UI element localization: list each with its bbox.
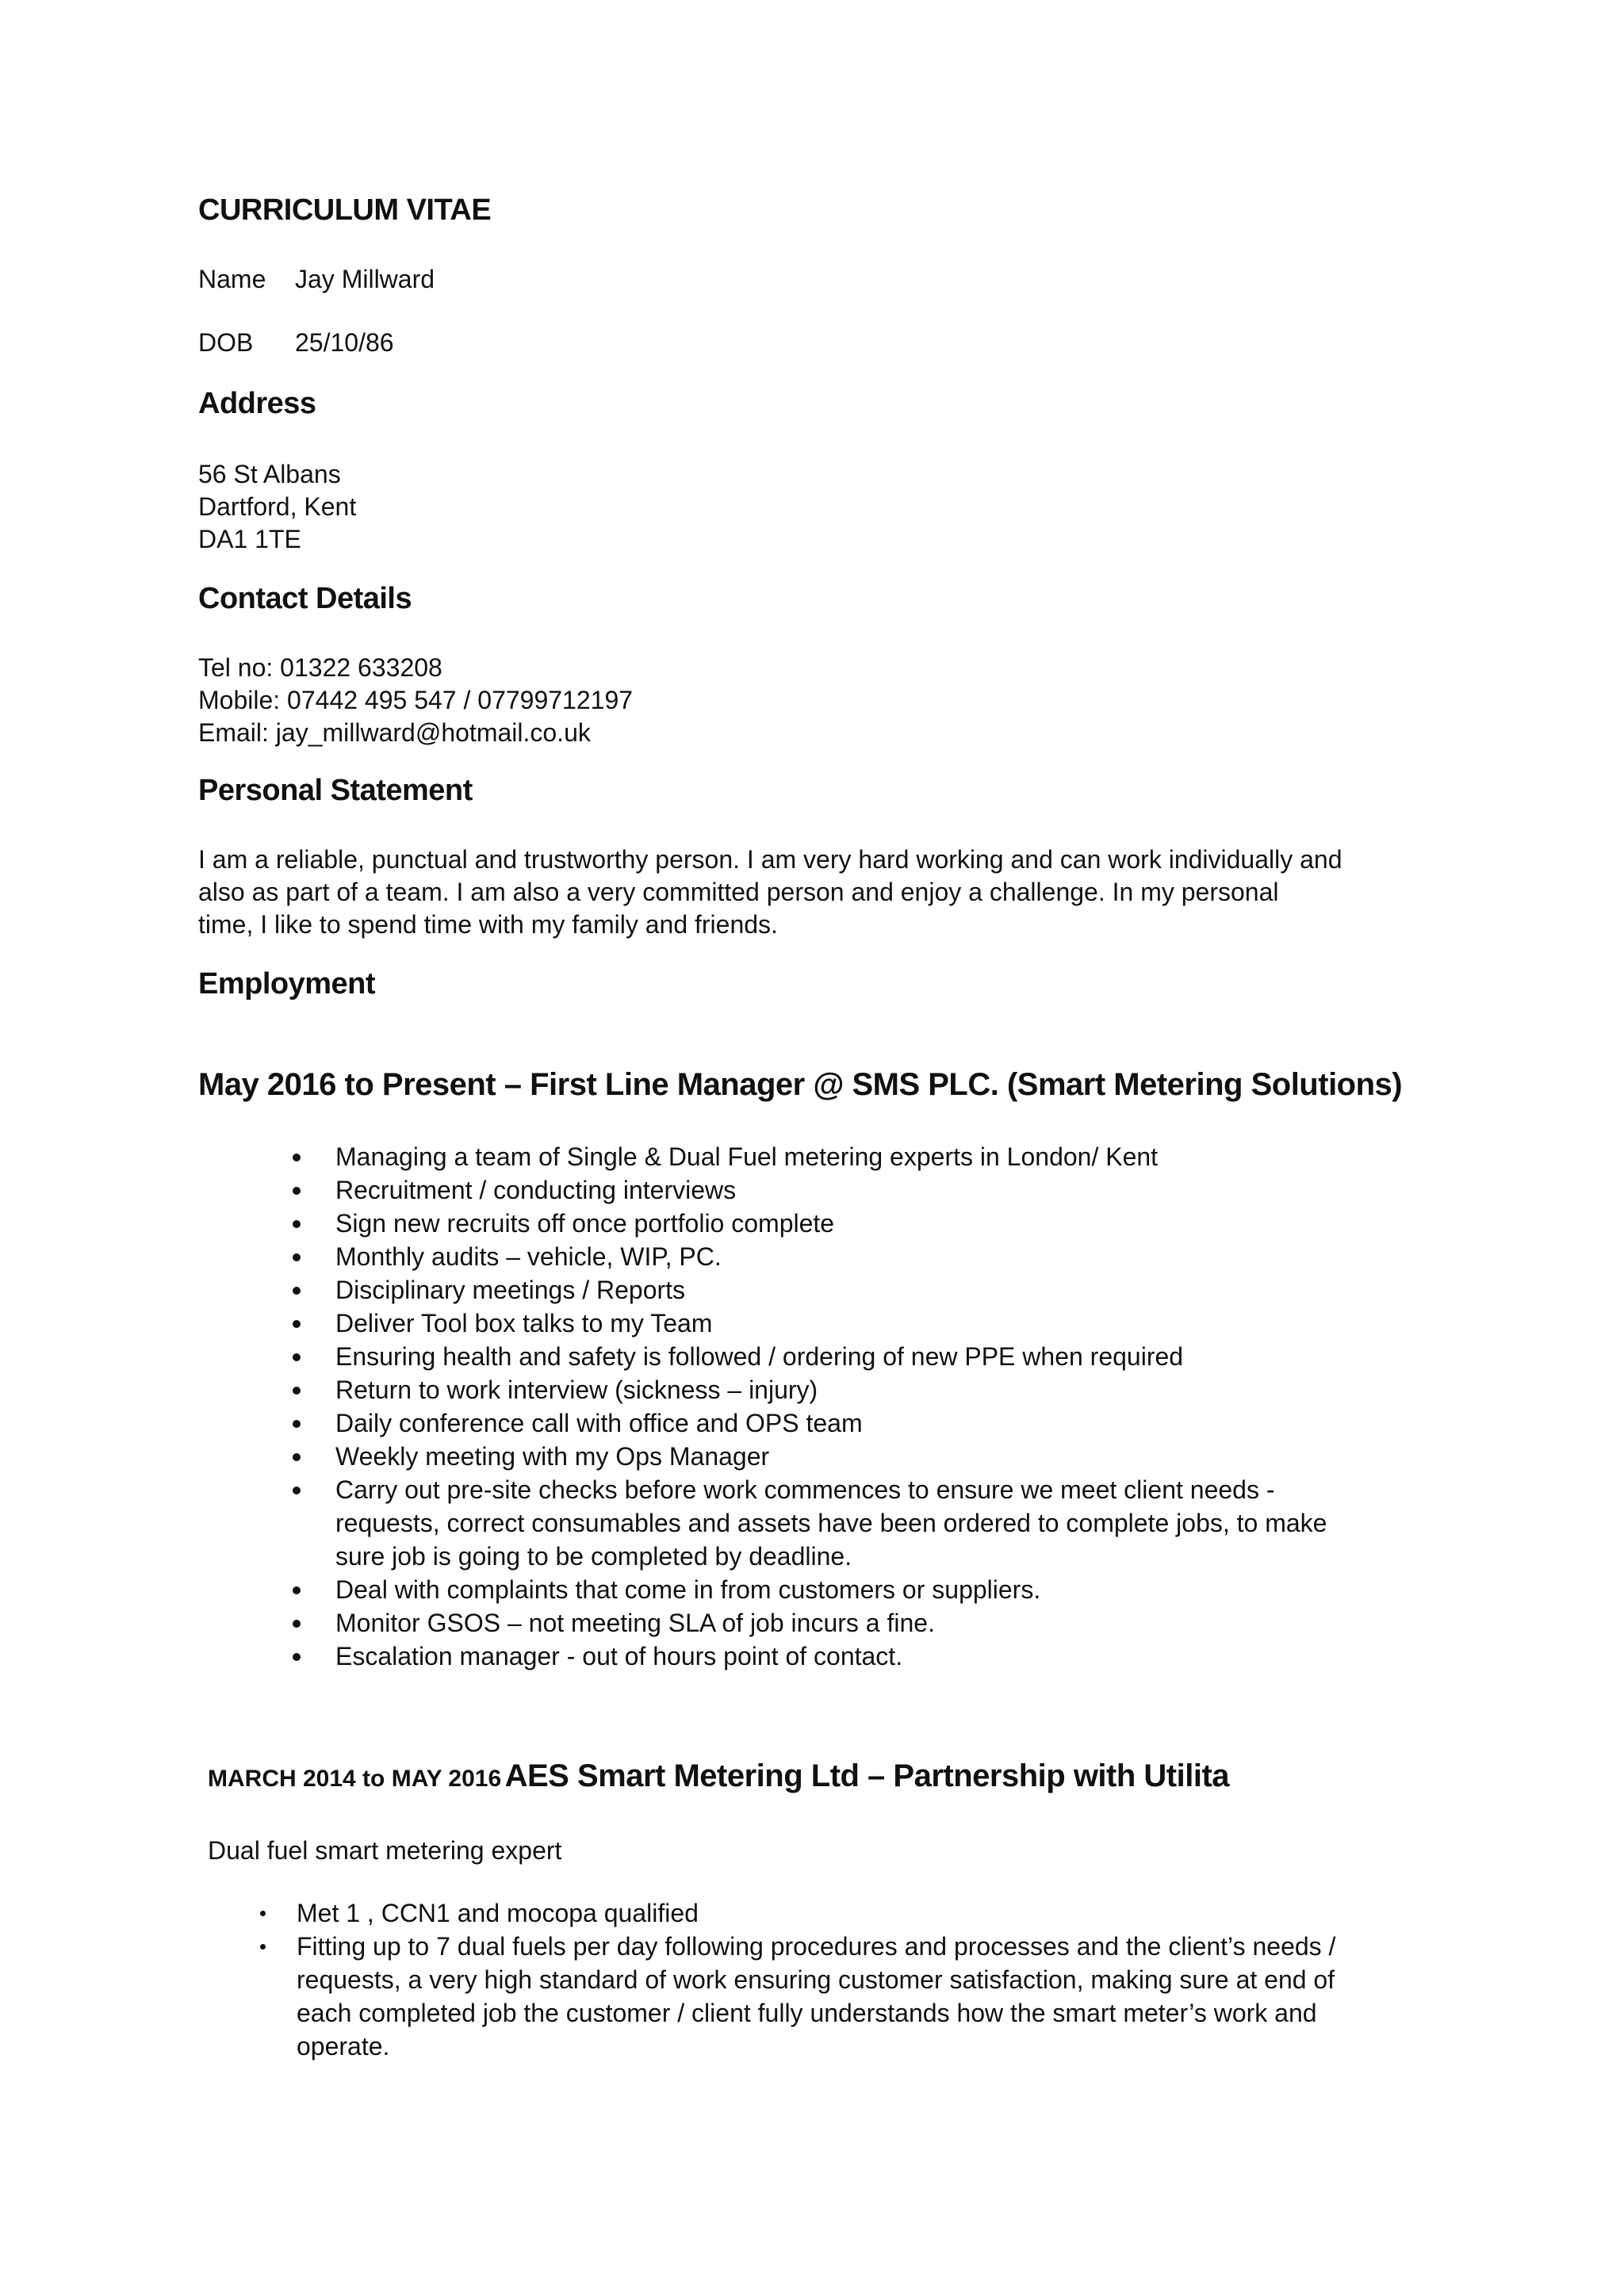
statement-line: I am a reliable, punctual and trustworthy person. I am very hard working and can work individually and (198, 845, 1342, 874)
dob-value: 25/10/86 (295, 328, 394, 357)
list-item: Recruitment / conducting interviews (198, 1173, 1435, 1207)
contact-tel: Tel no: 01322 633208 (198, 653, 442, 682)
address-block (198, 458, 356, 556)
list-item: Deliver Tool box talks to my Team (198, 1307, 1435, 1340)
address-line: 56 St Albans (198, 460, 341, 488)
name-label: Name (198, 265, 266, 293)
job1-title: May 2016 to Present – First Line Manager @ SMS PLC. (Smart Metering Solutions) (198, 1067, 1403, 1102)
list-item: Escalation manager - out of hours point of contact. (198, 1640, 1435, 1673)
statement-text (198, 844, 1435, 941)
contact-mobile: Mobile: 07442 495 547 / 07799712197 (198, 686, 634, 714)
contact-heading: Contact Details (198, 582, 412, 615)
list-item: Weekly meeting with my Ops Manager (198, 1440, 1435, 1473)
list-item: Return to work interview (sickness – injury) (198, 1373, 1435, 1406)
job2-dates: MARCH 2014 to MAY 2016 (208, 1766, 502, 1792)
list-item: Monitor GSOS – not meeting SLA of job incurs a fine. (198, 1606, 1435, 1640)
job1-bullet-list (198, 1140, 1435, 1673)
address-line: DA1 1TE (198, 525, 301, 553)
list-item: Met 1 , CCN1 and mocopa qualified (208, 1896, 1437, 1930)
list-item: Ensuring health and safety is followed / ordering of new PPE when required (198, 1340, 1435, 1373)
list-item: Monthly audits – vehicle, WIP, PC. (198, 1240, 1435, 1273)
job2-role: Dual fuel smart metering expert (208, 1836, 562, 1865)
contact-block (198, 652, 633, 749)
list-item: Deal with complaints that come in from customers or suppliers. (198, 1573, 1435, 1606)
list-item: Fitting up to 7 dual fuels per day following procedures and processes and the client’s needs / requests, a very high standard of work ensuring customer satisfaction, making sure at end of each completed job the customer / client fully understands how the smart meter’s work and operate. (208, 1930, 1437, 2063)
statement-line: also as part of a team. I am also a very committed person and enjoy a challenge. In my personal (198, 878, 1279, 906)
list-item: Disciplinary meetings / Reports (198, 1273, 1435, 1307)
list-item: Managing a team of Single & Dual Fuel metering experts in London/ Kent (198, 1140, 1435, 1173)
job2-bullet-list (208, 1896, 1437, 2063)
address-heading: Address (198, 387, 316, 420)
contact-email: Email: jay_millward@hotmail.co.uk (198, 718, 591, 747)
dob-label: DOB (198, 328, 254, 357)
list-item: Carry out pre-site checks before work commences to ensure we meet client needs - requests, correct consumables and assets have been ordered to complete jobs, to make sure job is going to be completed by deadline. (198, 1473, 1435, 1573)
name-row (198, 263, 435, 295)
job2-title: AES Smart Metering Ltd – Partnership with Utilita (504, 1758, 1230, 1793)
statement-line: time, I like to spend time with my family and friends. (198, 910, 778, 939)
address-line: Dartford, Kent (198, 492, 357, 521)
employment-heading: Employment (198, 967, 376, 1001)
document-title: CURRICULUM VITAE (198, 193, 492, 227)
dob-row (198, 327, 394, 358)
statement-heading: Personal Statement (198, 774, 473, 807)
name-value: Jay Millward (295, 265, 435, 293)
list-item: Sign new recruits off once portfolio complete (198, 1207, 1435, 1240)
list-item: Daily conference call with office and OPS team (198, 1406, 1435, 1440)
job2-heading (208, 1758, 1229, 1794)
